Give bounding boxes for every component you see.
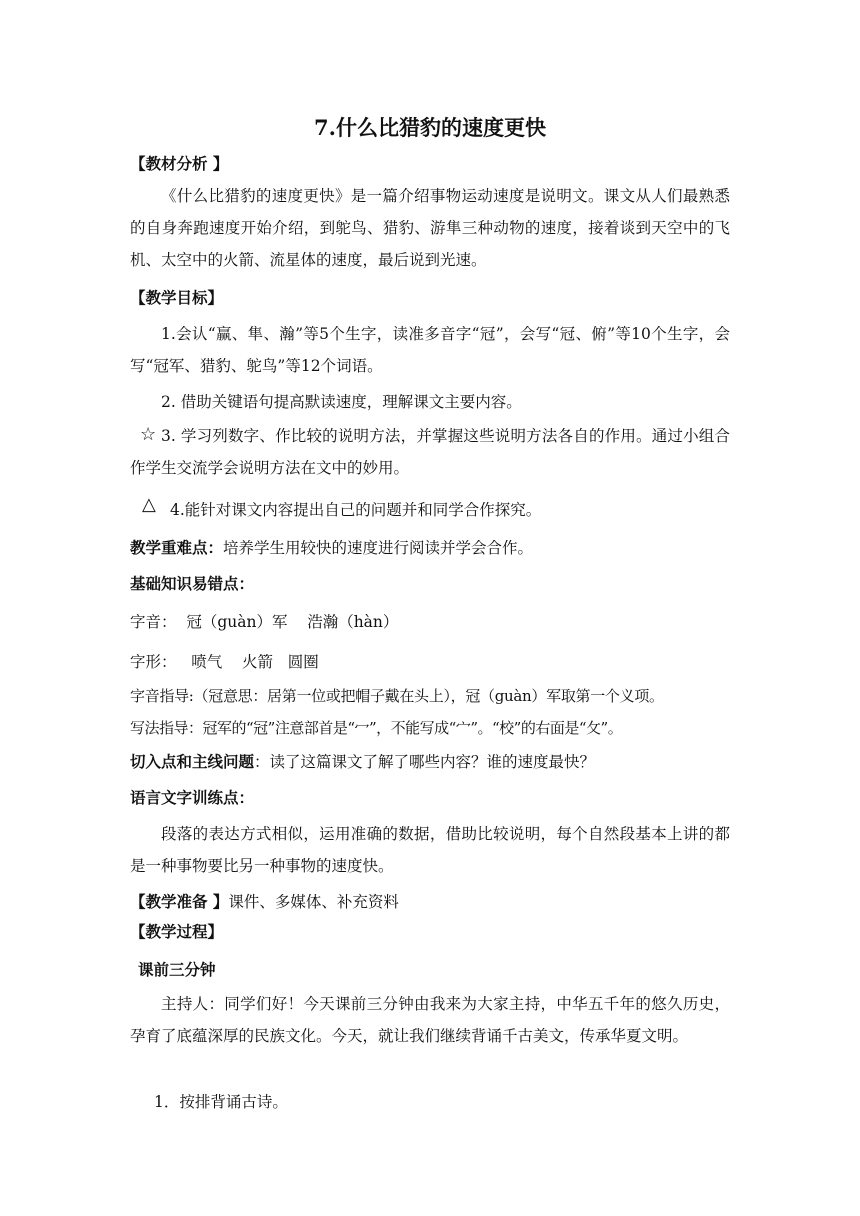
error-points-label: 基础知识易错点： — [130, 574, 255, 593]
host-paragraph: 主持人：同学们好！今天课前三分钟由我来为大家主持，中华五千年的悠久历史，孕育了底蕴深厚的民族文化。今天，就让我们继续背诵千古美文，传承华夏文明。 — [130, 995, 730, 1045]
sub-heading-before-class: 课前三分钟 — [138, 960, 216, 979]
key-difficulty-text: 培养学生用较快的速度进行阅读并学会合作。 — [223, 539, 534, 557]
section-heading-process: 【教学过程】 — [130, 922, 224, 941]
step-1: 1．按排背诵古诗。 — [154, 1093, 288, 1111]
character-form-line: 字形： 喷气 火箭 圆圈 — [130, 653, 319, 671]
preparation-text: 课件、多媒体、补充资料 — [228, 893, 399, 911]
pronunciation-line: 字音： 冠（guàn）军 浩瀚（hàn） — [130, 613, 399, 631]
entry-point-text: ：读了这篇课文了解了哪些内容？谁的速度最快？ — [254, 753, 596, 771]
writing-guide: 写法指导：冠军的“冠”注意部首是“冖”，不能写成“宀”。“校”的右面是“攵”。 — [130, 719, 623, 737]
entry-point-line — [130, 746, 730, 778]
section-heading-preparation: 【教学准备 】 — [130, 892, 229, 911]
entry-point-label: 切入点和主线问题 — [130, 752, 255, 771]
goal-4: 4.能针对课文内容提出自己的问题并和同学合作探究。 — [170, 501, 542, 519]
section-heading-analysis: 【教材分析 】 — [130, 154, 229, 173]
language-training-label: 语言文字训练点： — [130, 788, 255, 807]
section-heading-goals: 【教学目标】 — [130, 288, 224, 307]
goal-3: 3. 学习列数字、作比较的说明方法，并掌握这些说明方法各自的作用。通过小组合作学生交流学会说明方法在文中的妙用。 — [130, 427, 730, 477]
goal-2: 2. 借助关键语句提高默读速度，理解课文主要内容。 — [161, 393, 522, 411]
goal-1: 1.会认“赢、隼、瀚”等5个生字，读准多音字“冠”，会写“冠、俯”等10个生字，会写“冠军、猎豹、鸵鸟”等12个词语。 — [130, 325, 730, 375]
key-difficulty-line — [130, 532, 730, 564]
page-title: 7.什么比猎豹的速度更快 — [314, 115, 546, 140]
key-difficulty-label: 教学重难点： — [130, 538, 224, 557]
star-mark-icon: ☆ — [140, 424, 157, 445]
triangle-mark-icon: △ — [142, 494, 156, 515]
language-training-paragraph: 段落的表达方式相似，运用准确的数据，借助比较说明，每个自然段基本上讲的都是一种事物要比另一种事物的速度快。 — [130, 825, 730, 875]
analysis-paragraph: 《什么比猎豹的速度更快》是一篇介绍事物运动速度是说明文。课文从人们最熟悉的自身奔跑速度开始介绍，到鸵鸟、猎豹、游隼三种动物的速度，接着谈到天空中的飞机、太空中的火箭、流星体的速度，最后说到光速。 — [130, 187, 730, 269]
pronunciation-guide: 字音指导:（冠意思：居第一位或把帽子戴在头上），冠（guàn）军取第一个义项。 — [130, 687, 664, 705]
preparation-line — [130, 886, 730, 918]
